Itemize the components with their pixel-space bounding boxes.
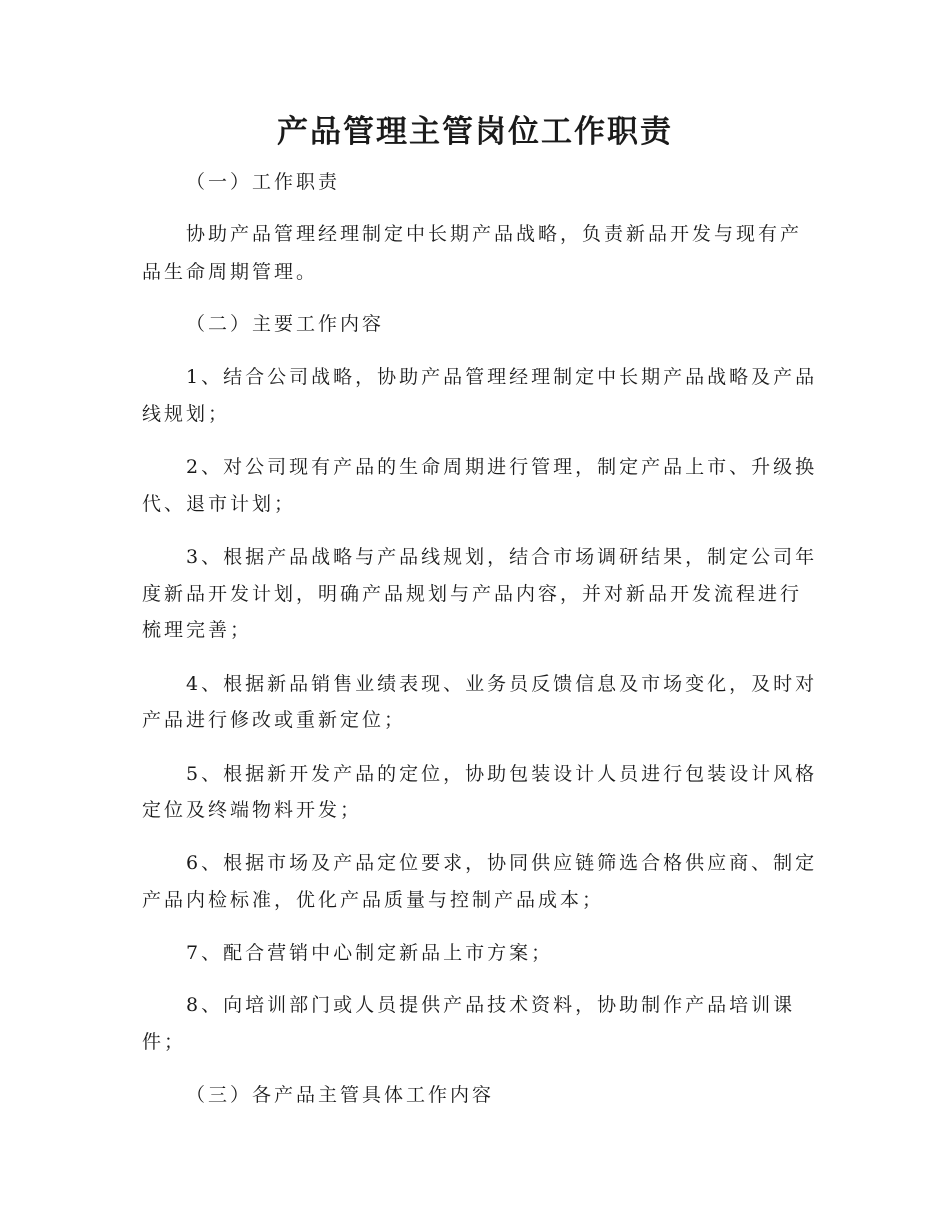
item-5-line-2: 定位及终端物料开发； (142, 799, 363, 821)
item-2-line-2: 代、退市计划； (142, 493, 297, 515)
item-8-line-1: 8、向培训部门或人员提供产品技术资料，协助制作产品培训课 (186, 994, 796, 1016)
item-6-line-2: 产品内检标准，优化产品质量与控制产品成本； (142, 889, 605, 911)
section-3-heading: （三）各产品主管具体工作内容 (186, 1084, 495, 1106)
item-5-line-1: 5、根据新开发产品的定位，协助包装设计人员进行包装设计风格 (186, 763, 818, 785)
item-4-line-2: 产品进行修改或重新定位； (142, 709, 407, 731)
item-4-line-1: 4、根据新品销售业绩表现、业务员反馈信息及市场变化，及时对 (186, 673, 818, 695)
section-1-line-1: 协助产品管理经理制定中长期产品战略，负责新品开发与现有产 (186, 223, 803, 245)
item-7-line-1: 7、配合营销中心制定新品上市方案； (186, 942, 554, 964)
item-1-line-2: 线规划； (142, 403, 231, 425)
item-1-line-1: 1、结合公司战略，协助产品管理经理制定中长期产品战略及产品 (186, 366, 818, 388)
document-title: 产品管理主管岗位工作职责 (277, 114, 673, 150)
section-1-line-2: 品生命周期管理。 (142, 261, 319, 283)
item-3-line-2: 度新品开发计划，明确产品规划与产品内容，并对新品开发流程进行 (142, 583, 803, 605)
item-2-line-1: 2、对公司现有产品的生命周期进行管理，制定产品上市、升级换 (186, 456, 818, 478)
item-8-line-2: 件； (142, 1031, 187, 1053)
item-3-line-3: 梳理完善； (142, 619, 253, 641)
section-2-heading: （二）主要工作内容 (186, 313, 385, 335)
section-1-heading: （一）工作职责 (186, 171, 341, 193)
item-6-line-1: 6、根据市场及产品定位要求，协同供应链筛选合格供应商、制定 (186, 852, 818, 874)
item-3-line-1: 3、根据产品战略与产品线规划，结合市场调研结果，制定公司年 (186, 546, 818, 568)
